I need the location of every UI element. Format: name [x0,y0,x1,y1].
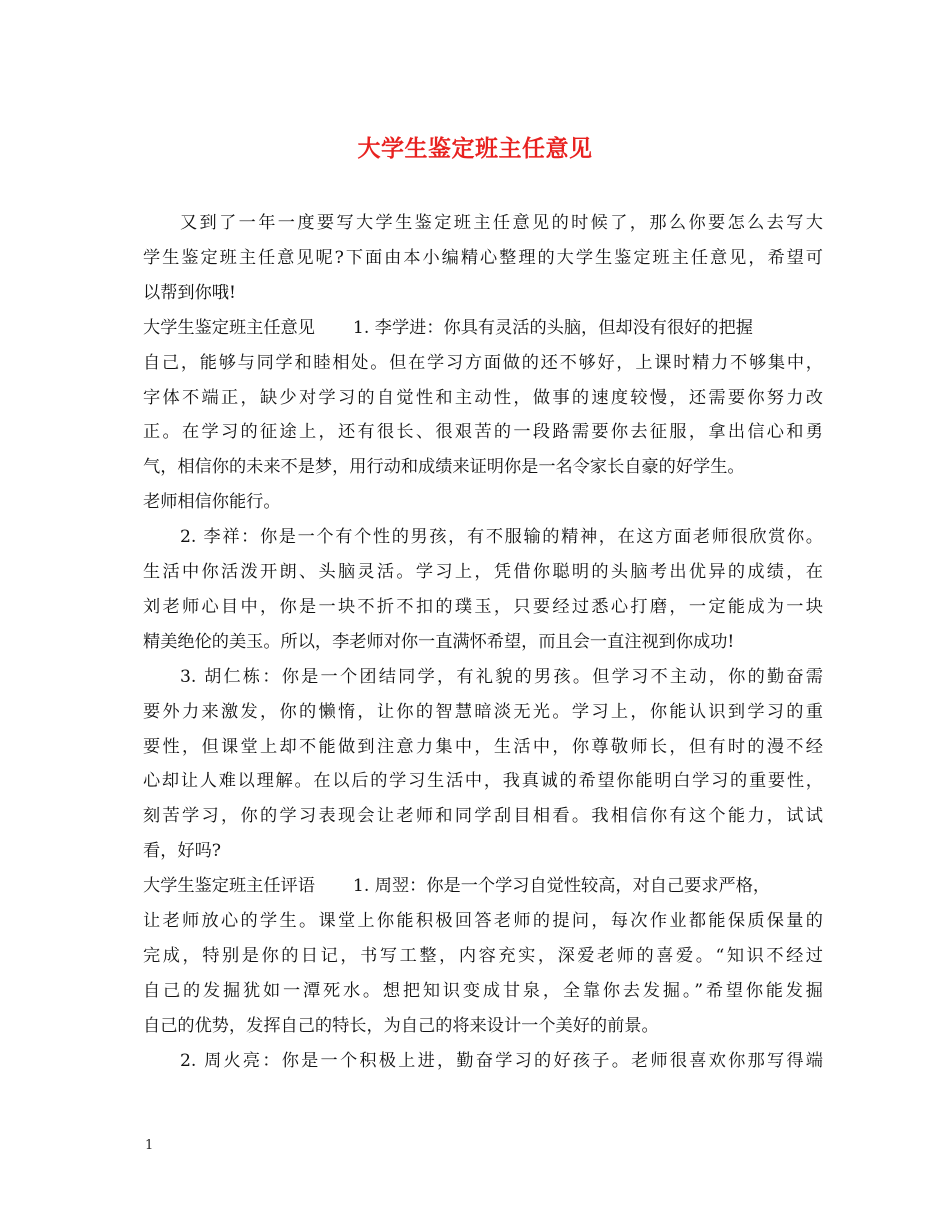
body-line: 2. 周火亮：你是一个积极上进，勤奋学习的好孩子。老师很喜欢你那写得端 [180,1050,823,1071]
body-line: 2. 李祥：你是一个有个性的男孩，有不服输的精神，在这方面老师很欣赏你。 [180,527,823,548]
body-line: 刻苦学习，你的学习表现会让老师和同学刮目相看。我相信你有这个能力，试试 [143,806,823,827]
body-line: 完成，特别是你的日记，书写工整，内容充实，深爱老师的喜爱。“知识不经过 [143,945,823,966]
body-line: 要性，但课堂上却不能做到注意力集中，生活中，你尊敬师长，但有时的漫不经 [143,736,823,757]
page-number: 1 [145,1138,154,1153]
body-line: 以帮到你哦! [143,282,236,303]
body-line: 刘老师心目中，你是一块不折不扣的璞玉，只要经过悉心打磨，一定能成为一块 [143,596,823,617]
body-line: 老师相信你能行。 [143,492,281,513]
body-line: 自己的优势，发挥自己的特长，为自己的将来设计一个美好的前景。 [143,1015,659,1036]
document-title: 大学生鉴定班主任意见 [357,135,593,162]
section-heading: 大学生鉴定班主任评语 [143,876,315,897]
body-line: 又到了一年一度要写大学生鉴定班主任意见的时候了，那么你要怎么去写大 [180,213,823,233]
body-line: 自己的发掘犹如一潭死水。想把知识变成甘泉，全靠你去发掘。”希望你能发掘 [143,980,823,1001]
body-line: 学生鉴定班主任意见呢?下面由本小编精心整理的大学生鉴定班主任意见，希望可 [143,247,823,268]
body-line: 字体不端正，缺少对学习的自觉性和主动性，做事的速度较慢，还需要你努力改 [143,387,823,408]
body-line: 看，好吗? [143,841,221,862]
body-line: 自己，能够与同学和睦相处。但在学习方面做的还不够好，上课时精力不够集中， [143,352,823,373]
body-line: 让老师放心的学生。课堂上你能积极回答老师的提问，每次作业都能保质保量的 [143,911,823,931]
line-text: 1. 周翌：你是一个学习自觉性较高，对自己要求严格， [352,876,771,897]
line-text: 1. 李学进：你具有灵活的头脑，但却没有很好的把握 [352,317,753,338]
body-line: 要外力来激发，你的懒惰，让你的智慧暗淡无光。学习上，你能认识到学习的重 [143,701,823,722]
body-line [143,875,823,897]
section-heading: 大学生鉴定班主任意见 [143,317,315,338]
body-line [143,317,823,339]
body-line: 气，相信你的未来不是梦，用行动和成绩来证明你是一名令家长自豪的好学生。 [143,457,745,478]
body-line: 正。在学习的征途上，还有很长、很艰苦的一段路需要你去征服，拿出信心和勇 [143,422,823,443]
body-line: 3. 胡仁栋：你是一个团结同学，有礼貌的男孩。但学习不主动，你的勤奋需 [180,666,823,687]
body-line: 精美绝伦的美玉。所以，李老师对你一直满怀希望，而且会一直注视到你成功! [143,631,735,652]
body-line: 心却让人难以理解。在以后的学习生活中，我真诚的希望你能明白学习的重要性， [143,771,823,792]
body-line: 生活中你活泼开朗、头脑灵活。学习上，凭借你聪明的头脑考出优异的成绩，在 [143,562,823,582]
